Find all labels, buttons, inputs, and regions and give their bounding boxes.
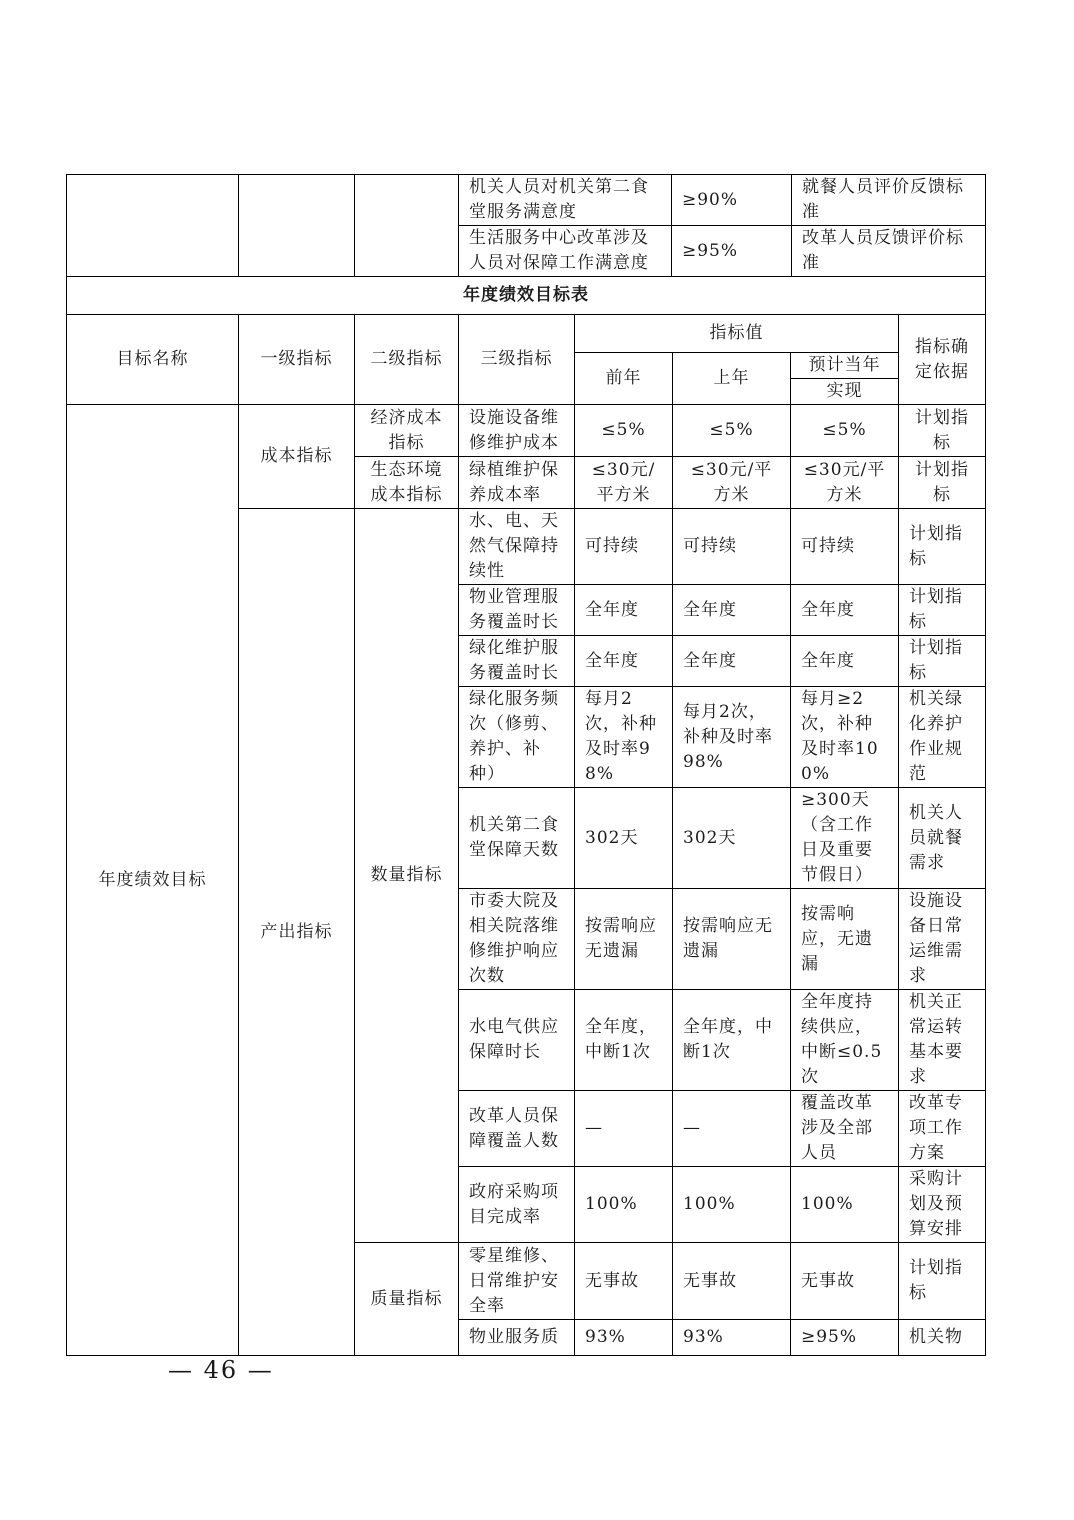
last-cell: 按需响应无遗漏 [673, 889, 791, 990]
header-prev-year: 前年 [575, 353, 673, 405]
prev-cell: 302天 [575, 788, 673, 889]
basis-cell: 计划指标 [899, 509, 986, 585]
header-expected: 预计当年 [791, 353, 899, 379]
level3-cell: 政府采购项目完成率 [459, 1167, 575, 1243]
table-row [67, 405, 986, 457]
expected-cell: 按需响应，无遗漏 [791, 889, 899, 990]
expected-cell: ≤5% [791, 405, 899, 457]
level3-cell: 改革人员保障覆盖人数 [459, 1091, 575, 1167]
basis-cell: 就餐人员评价反馈标准 [792, 175, 986, 226]
indicator-cell: 机关人员对机关第二食堂服务满意度 [459, 175, 672, 226]
prev-cell: ≤30元/平方米 [575, 457, 673, 509]
last-cell: 可持续 [673, 509, 791, 585]
last-cell: ≤30元/平方米 [673, 457, 791, 509]
level2-cell: 生态环境成本指标 [355, 457, 459, 509]
basis-cell: 设施设备日常运维需求 [899, 889, 986, 990]
expected-cell: 覆盖改革涉及全部人员 [791, 1091, 899, 1167]
basis-cell: 机关正常运转基本要求 [899, 990, 986, 1091]
header-target-name: 目标名称 [67, 315, 239, 405]
expected-cell: 无事故 [791, 1243, 899, 1320]
last-cell: 100% [673, 1167, 791, 1243]
prev-cell: 全年度 [575, 585, 673, 636]
header-row [67, 315, 986, 353]
basis-cell: 计划指标 [899, 585, 986, 636]
level3-cell: 绿化服务频次（修剪、养护、补种） [459, 687, 575, 788]
target-name-cell: 年度绩效目标 [67, 405, 239, 1356]
level3-cell: 物业管理服务覆盖时长 [459, 585, 575, 636]
expected-cell: ≤30元/平方米 [791, 457, 899, 509]
expected-cell: 全年度持续供应，中断≤0.5次 [791, 990, 899, 1091]
last-cell: 全年度 [673, 636, 791, 687]
level1-output: 产出指标 [239, 509, 355, 1356]
prev-cell: 100% [575, 1167, 673, 1243]
empty-cell [67, 175, 239, 277]
header-level2: 二级指标 [355, 315, 459, 405]
level2-quantity: 数量指标 [355, 509, 459, 1243]
last-cell: 302天 [673, 788, 791, 889]
header-last-year: 上年 [673, 353, 791, 405]
basis-cell: 计划指标 [899, 405, 986, 457]
basis-cell: 机关绿化养护作业规范 [899, 687, 986, 788]
level3-cell: 水电气供应保障时长 [459, 990, 575, 1091]
level3-cell: 设施设备维修维护成本 [459, 405, 575, 457]
level3-cell: 市委大院及相关院落维修维护响应次数 [459, 889, 575, 990]
expected-cell: 可持续 [791, 509, 899, 585]
level1-cost: 成本指标 [239, 405, 355, 509]
header-realized: 实现 [791, 379, 899, 405]
expected-cell: 全年度 [791, 636, 899, 687]
basis-cell: 计划指标 [899, 636, 986, 687]
prev-cell: 全年度 [575, 636, 673, 687]
expected-cell: ≥300天（含工作日及重要节假日） [791, 788, 899, 889]
prev-cell: 每月2次，补种及时率98% [575, 687, 673, 788]
page-number: — 46 — [168, 1356, 274, 1384]
continuation-table [66, 174, 986, 277]
expected-cell: ≥95% [791, 1320, 899, 1356]
basis-cell: 改革专项工作方案 [899, 1091, 986, 1167]
header-value-group: 指标值 [575, 315, 899, 353]
performance-target-table [66, 276, 986, 1356]
header-level1: 一级指标 [239, 315, 355, 405]
level2-cell: 经济成本指标 [355, 405, 459, 457]
basis-cell: 机关物 [899, 1320, 986, 1356]
expected-cell: 100% [791, 1167, 899, 1243]
indicator-cell: 生活服务中心改革涉及人员对保障工作满意度 [459, 226, 672, 277]
level2-quality: 质量指标 [355, 1243, 459, 1356]
caption-row [67, 277, 986, 315]
basis-cell: 机关人员就餐需求 [899, 788, 986, 889]
basis-cell: 计划指标 [899, 1243, 986, 1320]
level3-cell: 水、电、天然气保障持续性 [459, 509, 575, 585]
prev-cell: 按需响应无遗漏 [575, 889, 673, 990]
expected-cell: 全年度 [791, 585, 899, 636]
table-row [67, 175, 986, 226]
prev-cell: 可持续 [575, 509, 673, 585]
value-cell: ≥90% [672, 175, 792, 226]
empty-cell [355, 175, 459, 277]
last-cell: — [673, 1091, 791, 1167]
last-cell: 全年度，中断1次 [673, 990, 791, 1091]
last-cell: ≤5% [673, 405, 791, 457]
level3-cell: 绿植维护保养成本率 [459, 457, 575, 509]
prev-cell: ≤5% [575, 405, 673, 457]
level3-cell: 物业服务质 [459, 1320, 575, 1356]
prev-cell: 全年度，中断1次 [575, 990, 673, 1091]
basis-cell: 改革人员反馈评价标准 [792, 226, 986, 277]
level3-cell: 零星维修、日常维护安全率 [459, 1243, 575, 1320]
prev-cell: 93% [575, 1320, 673, 1356]
basis-cell: 计划指标 [899, 457, 986, 509]
level3-cell: 机关第二食堂保障天数 [459, 788, 575, 889]
prev-cell: — [575, 1091, 673, 1167]
prev-cell: 无事故 [575, 1243, 673, 1320]
expected-cell: 每月≥2次，补种及时率100% [791, 687, 899, 788]
last-cell: 每月2次，补种及时率98% [673, 687, 791, 788]
basis-cell: 采购计划及预算安排 [899, 1167, 986, 1243]
table-caption: 年度绩效目标表 [67, 277, 986, 315]
empty-cell [239, 175, 355, 277]
header-basis: 指标确定依据 [899, 315, 986, 405]
level3-cell: 绿化维护服务覆盖时长 [459, 636, 575, 687]
last-cell: 93% [673, 1320, 791, 1356]
last-cell: 无事故 [673, 1243, 791, 1320]
value-cell: ≥95% [672, 226, 792, 277]
last-cell: 全年度 [673, 585, 791, 636]
header-level3: 三级指标 [459, 315, 575, 405]
